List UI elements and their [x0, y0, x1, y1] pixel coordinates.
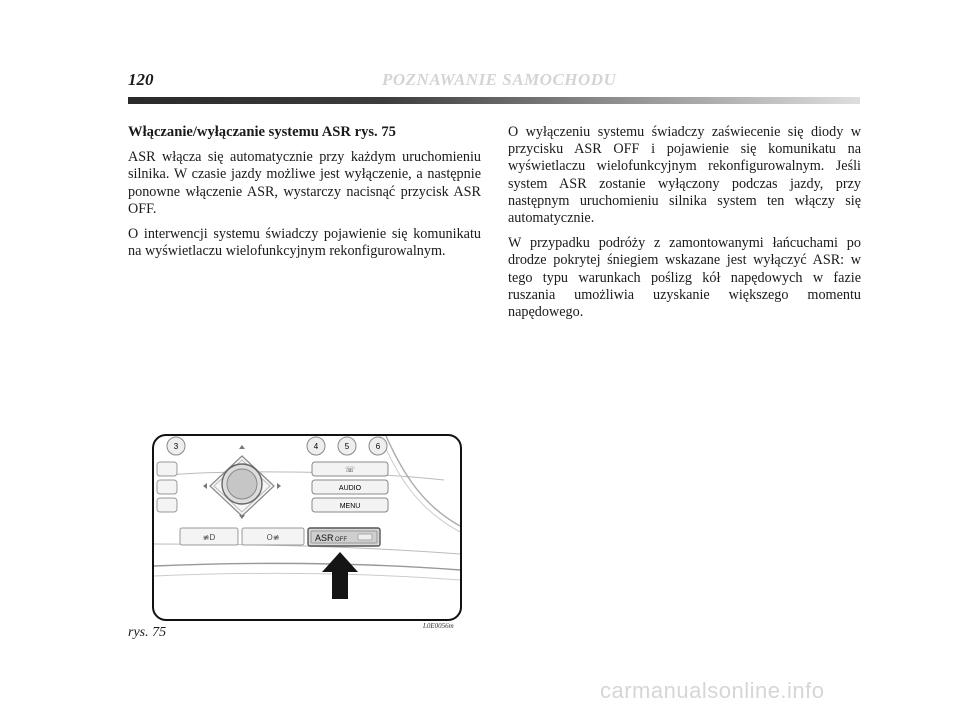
left-button-3[interactable]	[157, 498, 177, 512]
section-heading: Włączanie/wyłączanie systemu ASR rys. 75	[128, 124, 396, 140]
right-paragraph-1: O wyłączeniu systemu świadczy zaświecenie się diody w przycisku ASR OFF i pojawienie się komunikatu na wyświetlaczu wielofunkcyjnym rekonfigurowalnym. Jeśli system ASR zostanie wyłączony podczas jazdy, przy następnym uruchomieniu silnika system ten włączy się automatycznie.	[508, 124, 861, 227]
page-number: 120	[128, 70, 154, 89]
rotary-knob-cap	[227, 469, 257, 499]
left-paragraph-2: O interwencji systemu świadczy pojawienie się komunikatu na wyświetlaczu wielofunkcyjnym rekonfigurowalnym.	[128, 226, 481, 260]
left-paragraph-1: ASR włącza się automatycznie przy każdym uruchomieniu silnika. W czasie jazdy możliwe jest wyłączenie, a następnie ponowne włączenie ASR, wystarczy nacisnąć przycisk ASR OFF.	[128, 149, 481, 217]
console-divider-2	[154, 573, 460, 580]
arrow-left-icon	[203, 483, 207, 489]
figure-console-illustration	[152, 434, 462, 621]
left-column	[128, 124, 481, 268]
asr-label: ASR	[315, 533, 334, 543]
phone-icon: ☏	[344, 465, 356, 474]
arrow-up-icon	[239, 445, 245, 449]
console-drawing	[154, 436, 460, 619]
audio-label: AUDIO	[338, 485, 362, 492]
preset-4-label: 4	[313, 442, 319, 451]
off-label: OFF	[335, 537, 347, 543]
figure-code: L0E0056m	[423, 622, 454, 630]
preset-3-label: 3	[173, 442, 179, 451]
pointer-arrow-icon	[322, 552, 358, 599]
panel-edge	[386, 436, 460, 526]
console-divider	[154, 563, 460, 570]
left-button-2[interactable]	[157, 480, 177, 494]
arrow-right-icon	[277, 483, 281, 489]
arrow-down-icon	[239, 515, 245, 519]
watermark: carmanualsonline.info	[600, 678, 825, 703]
right-column	[508, 124, 861, 329]
front-fog-light-icon: ≢D	[202, 533, 216, 542]
left-button-1[interactable]	[157, 462, 177, 476]
figure-caption: rys. 75	[128, 625, 167, 640]
preset-6-label: 6	[375, 442, 381, 451]
menu-label: MENU	[339, 503, 361, 510]
asr-led-indicator	[358, 534, 372, 540]
rear-fog-light-icon: O≢	[266, 533, 280, 542]
panel-edge-inner	[380, 436, 460, 532]
section-title: POZNAWANIE SAMOCHODU	[382, 70, 617, 89]
preset-5-label: 5	[344, 442, 350, 451]
header-bar	[128, 97, 860, 104]
right-paragraph-2: W przypadku podróży z zamontowanymi łańcuchami po drodze pokrytej śniegiem wskazane jest wyłączyć ASR: w tego typu warunkach poślizg kół napędowych w fazie ruszania umożliwia uzyskanie większego momentu napędowego.	[508, 235, 861, 321]
